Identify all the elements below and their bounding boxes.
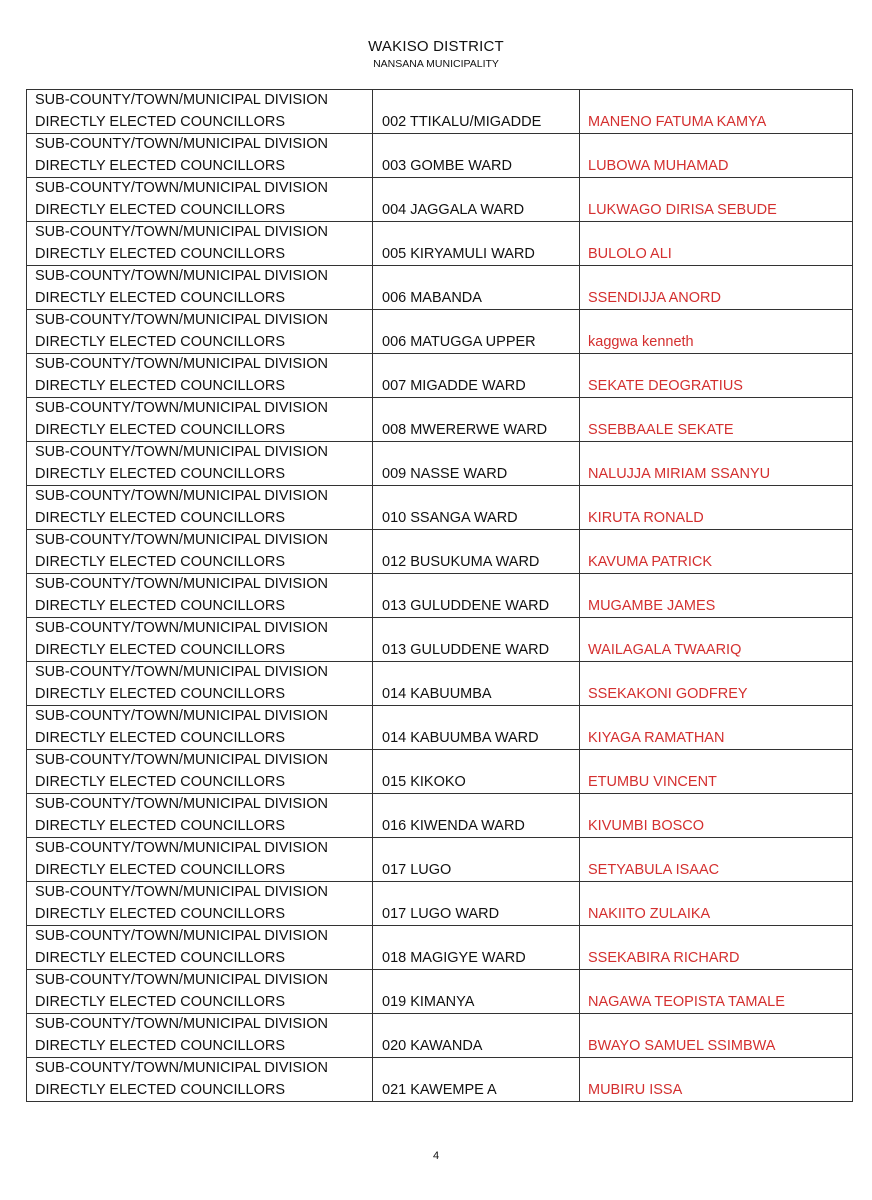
ward-cell: 013 GULUDDENE WARD [373,574,580,618]
table-row [27,178,853,222]
category-line-2: DIRECTLY ELECTED COUNCILLORS [35,509,286,526]
category-line-1: SUB-COUNTY/TOWN/MUNICIPAL DIVISION [35,752,328,768]
councillor-name-cell: MUBIRU ISSA [580,1058,853,1102]
ward-cell: 009 NASSE WARD [373,442,580,486]
category-cell [27,618,373,662]
ward-cell: 008 MWERERWE WARD [373,398,580,442]
councillor-name-cell: NAGAWA TEOPISTA TAMALE [580,970,853,1014]
category-line-2: DIRECTLY ELECTED COUNCILLORS [35,861,286,878]
district-title: WAKISO DISTRICT [368,38,504,55]
ward-cell: 014 KABUUMBA [373,662,580,706]
category-line-1: SUB-COUNTY/TOWN/MUNICIPAL DIVISION [35,312,328,328]
table-row [27,354,853,398]
category-line-2: DIRECTLY ELECTED COUNCILLORS [35,993,286,1010]
category-cell [27,1014,373,1058]
category-line-1: SUB-COUNTY/TOWN/MUNICIPAL DIVISION [35,620,328,636]
category-line-1: SUB-COUNTY/TOWN/MUNICIPAL DIVISION [35,268,328,284]
ward-cell: 020 KAWANDA [373,1014,580,1058]
table-row [27,442,853,486]
category-line-2: DIRECTLY ELECTED COUNCILLORS [35,157,286,174]
ward-cell: 010 SSANGA WARD [373,486,580,530]
councillor-name-cell: SSEKAKONI GODFREY [580,662,853,706]
category-cell [27,882,373,926]
category-line-2: DIRECTLY ELECTED COUNCILLORS [35,1037,286,1054]
category-cell [27,706,373,750]
category-line-2: DIRECTLY ELECTED COUNCILLORS [35,1081,286,1098]
category-line-1: SUB-COUNTY/TOWN/MUNICIPAL DIVISION [35,180,328,196]
category-line-2: DIRECTLY ELECTED COUNCILLORS [35,245,286,262]
table-row [27,750,853,794]
category-line-2: DIRECTLY ELECTED COUNCILLORS [35,377,286,394]
councillor-name-cell: NAKIITO ZULAIKA [580,882,853,926]
councillor-name-cell: SSENDIJJA ANORD [580,266,853,310]
table-row [27,134,853,178]
category-cell [27,266,373,310]
category-line-2: DIRECTLY ELECTED COUNCILLORS [35,597,286,614]
category-cell [27,574,373,618]
table-row [27,706,853,750]
category-line-2: DIRECTLY ELECTED COUNCILLORS [35,333,286,350]
ward-cell: 007 MIGADDE WARD [373,354,580,398]
category-line-1: SUB-COUNTY/TOWN/MUNICIPAL DIVISION [35,884,328,900]
category-line-2: DIRECTLY ELECTED COUNCILLORS [35,949,286,966]
table-row [27,662,853,706]
category-line-2: DIRECTLY ELECTED COUNCILLORS [35,773,286,790]
category-line-2: DIRECTLY ELECTED COUNCILLORS [35,553,286,570]
category-line-2: DIRECTLY ELECTED COUNCILLORS [35,729,286,746]
category-cell [27,750,373,794]
councillors-table [26,89,853,1102]
category-line-1: SUB-COUNTY/TOWN/MUNICIPAL DIVISION [35,576,328,592]
category-line-1: SUB-COUNTY/TOWN/MUNICIPAL DIVISION [35,444,328,460]
ward-cell: 004 JAGGALA WARD [373,178,580,222]
councillor-name-cell: MUGAMBE JAMES [580,574,853,618]
ward-cell: 003 GOMBE WARD [373,134,580,178]
councillor-name-cell: NALUJJA MIRIAM SSANYU [580,442,853,486]
category-cell [27,134,373,178]
table-row [27,1014,853,1058]
category-cell [27,794,373,838]
councillor-name-cell: KIYAGA RAMATHAN [580,706,853,750]
category-cell [27,662,373,706]
category-cell [27,926,373,970]
councillor-name-cell: SSEBBAALE SEKATE [580,398,853,442]
councillor-name-cell: KIRUTA RONALD [580,486,853,530]
councillor-name-cell: SETYABULA ISAAC [580,838,853,882]
category-line-1: SUB-COUNTY/TOWN/MUNICIPAL DIVISION [35,400,328,416]
ward-cell: 021 KAWEMPE A [373,1058,580,1102]
category-line-1: SUB-COUNTY/TOWN/MUNICIPAL DIVISION [35,92,328,108]
table-row [27,794,853,838]
category-line-1: SUB-COUNTY/TOWN/MUNICIPAL DIVISION [35,840,328,856]
category-line-2: DIRECTLY ELECTED COUNCILLORS [35,465,286,482]
table-row [27,970,853,1014]
category-cell [27,222,373,266]
councillor-name-cell: BULOLO ALI [580,222,853,266]
table-row [27,530,853,574]
category-line-2: DIRECTLY ELECTED COUNCILLORS [35,113,286,130]
table-row [27,90,853,134]
ward-cell: 019 KIMANYA [373,970,580,1014]
councillor-name-cell: KAVUMA PATRICK [580,530,853,574]
councillor-name-cell: SSEKABIRA RICHARD [580,926,853,970]
category-line-2: DIRECTLY ELECTED COUNCILLORS [35,201,286,218]
category-cell [27,1058,373,1102]
ward-cell: 006 MABANDA [373,266,580,310]
category-line-2: DIRECTLY ELECTED COUNCILLORS [35,421,286,438]
category-cell [27,354,373,398]
category-line-1: SUB-COUNTY/TOWN/MUNICIPAL DIVISION [35,488,328,504]
category-line-1: SUB-COUNTY/TOWN/MUNICIPAL DIVISION [35,1016,328,1032]
category-cell [27,486,373,530]
councillor-name-cell: SEKATE DEOGRATIUS [580,354,853,398]
table-body [27,90,853,1102]
category-cell [27,530,373,574]
ward-cell: 015 KIKOKO [373,750,580,794]
councillor-name-cell: BWAYO SAMUEL SSIMBWA [580,1014,853,1058]
councillor-name-cell: WAILAGALA TWAARIQ [580,618,853,662]
page-number: 4 [432,1150,440,1162]
councillor-name-cell: LUBOWA MUHAMAD [580,134,853,178]
category-line-2: DIRECTLY ELECTED COUNCILLORS [35,641,286,658]
category-cell [27,310,373,354]
category-cell [27,442,373,486]
ward-cell: 002 TTIKALU/MIGADDE [373,90,580,134]
table-row [27,486,853,530]
category-line-2: DIRECTLY ELECTED COUNCILLORS [35,685,286,702]
category-cell [27,838,373,882]
table-row [27,310,853,354]
category-line-1: SUB-COUNTY/TOWN/MUNICIPAL DIVISION [35,972,328,988]
ward-cell: 014 KABUUMBA WARD [373,706,580,750]
category-line-1: SUB-COUNTY/TOWN/MUNICIPAL DIVISION [35,664,328,680]
table-row [27,618,853,662]
table-row [27,574,853,618]
ward-cell: 012 BUSUKUMA WARD [373,530,580,574]
category-line-1: SUB-COUNTY/TOWN/MUNICIPAL DIVISION [35,532,328,548]
category-cell [27,178,373,222]
table-row [27,1058,853,1102]
category-line-1: SUB-COUNTY/TOWN/MUNICIPAL DIVISION [35,708,328,724]
councillor-name-cell: LUKWAGO DIRISA SEBUDE [580,178,853,222]
category-line-1: SUB-COUNTY/TOWN/MUNICIPAL DIVISION [35,1060,328,1076]
councillor-name-cell: KIVUMBI BOSCO [580,794,853,838]
category-line-2: DIRECTLY ELECTED COUNCILLORS [35,817,286,834]
table-row [27,926,853,970]
document-header [0,38,872,71]
ward-cell: 013 GULUDDENE WARD [373,618,580,662]
category-line-1: SUB-COUNTY/TOWN/MUNICIPAL DIVISION [35,796,328,812]
ward-cell: 006 MATUGGA UPPER [373,310,580,354]
category-cell [27,90,373,134]
category-line-1: SUB-COUNTY/TOWN/MUNICIPAL DIVISION [35,928,328,944]
ward-cell: 017 LUGO [373,838,580,882]
category-cell [27,398,373,442]
councillor-name-cell: kaggwa kenneth [580,310,853,354]
category-cell [27,970,373,1014]
ward-cell: 017 LUGO WARD [373,882,580,926]
ward-cell: 005 KIRYAMULI WARD [373,222,580,266]
table-row [27,838,853,882]
category-line-1: SUB-COUNTY/TOWN/MUNICIPAL DIVISION [35,136,328,152]
category-line-2: DIRECTLY ELECTED COUNCILLORS [35,289,286,306]
table-row [27,222,853,266]
ward-cell: 018 MAGIGYE WARD [373,926,580,970]
councillor-name-cell: ETUMBU VINCENT [580,750,853,794]
municipality-subtitle: NANSANA MUNICIPALITY [373,58,499,70]
table-row [27,266,853,310]
category-line-1: SUB-COUNTY/TOWN/MUNICIPAL DIVISION [35,356,328,372]
table-row [27,398,853,442]
table-row [27,882,853,926]
ward-cell: 016 KIWENDA WARD [373,794,580,838]
category-line-1: SUB-COUNTY/TOWN/MUNICIPAL DIVISION [35,224,328,240]
category-line-2: DIRECTLY ELECTED COUNCILLORS [35,905,286,922]
councillor-name-cell: MANENO FATUMA KAMYA [580,90,853,134]
